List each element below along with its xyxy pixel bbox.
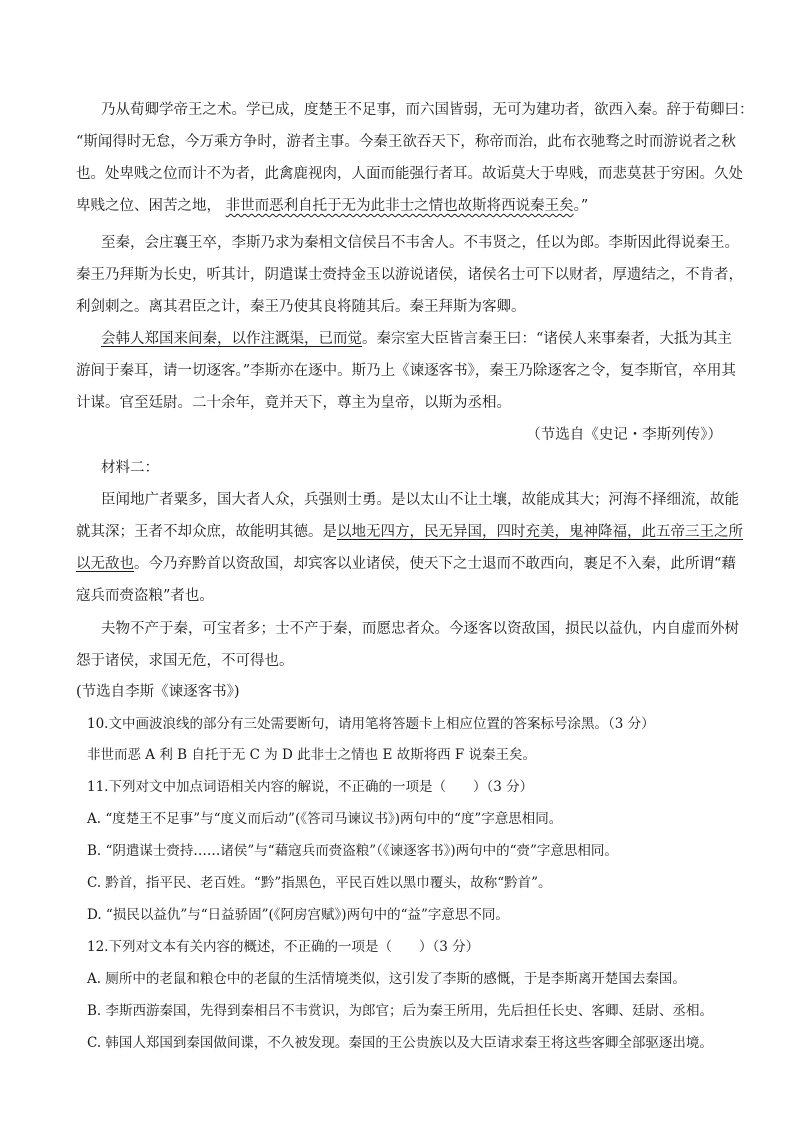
- material2-heading: 材料二：: [101, 460, 159, 476]
- question-12-option-a: A. 厕所中的老鼠和粮仓中的老鼠的生活情境类似，这引发了李斯的感慨，于是李斯离开楚国去秦国。: [87, 971, 686, 987]
- passage2-line-3: 利剑刺之。离其君臣之计，秦王乃使其良将随其后。秦王拜斯为客卿。: [76, 299, 526, 315]
- passage2-line-2: 秦王乃拜斯为长史，听其计，阴遣谋士赍持金玉以游说诸侯，诸侯名士可下以财者，厚遗结之，不肯者，: [76, 267, 743, 283]
- question-11-option-b: B. “阴遣谋士赍持……诸侯”与“藉寇兵而赍盗粮”（《谏逐客书》)两句中的“赍”字意思相同。: [87, 843, 618, 859]
- question-11: 11.下列对文中加点词语相关内容的解说，不正确的一项是（ ）（3 分）: [87, 779, 534, 795]
- question-11-option-d: D. “损民以益仇”与“日益骄固”(《阿房宫赋》)两句中的“益”字意思不同。: [87, 907, 509, 923]
- material2-p1-line-3: [76, 555, 736, 573]
- passage2-line-1: 至秦，会庄襄王卒，李斯乃求为秦相文信侯吕不韦舍人。不韦贤之，任以为郎。李斯因此得说秦王。: [101, 235, 739, 251]
- material2-p1-line-4: 寇兵而赍盗粮”者也。: [76, 588, 214, 604]
- question-12: 12.下列对文本有关内容的概述，不正确的一项是（ ）（3 分）: [87, 939, 480, 955]
- underlined-sentence-part-2: 以无敌也: [76, 556, 134, 572]
- passage2-line-4-suffix: 。秦宗室大臣皆言秦王曰：“诸侯人来事秦者，大抵为其主: [362, 331, 732, 347]
- material2-p2-line-1: 夫物不产于秦，可宝者多；士不产于秦，而愿忠者众。今逐客以资敌国，损民以益仇，内自虚而外树: [101, 621, 739, 637]
- question-11-option-a: A. “度楚王不足事”与“度义而后动”(《答司马谏议书》)两句中的“度”字意思相同。: [87, 811, 563, 827]
- question-10-options: 非世而恶 A 利 B 自托于无 C 为 D 此非士之情也 E 故斯将西 F 说秦王矣。: [87, 747, 537, 763]
- passage1-line-4-suffix: 。”: [573, 198, 589, 214]
- material2-p1-line-1: 臣闻地广者粟多，国大者人众，兵强则士勇。是以太山不让土壤，故能成其大；河海不择细流，故能: [101, 492, 739, 508]
- underlined-sentence: 会韩人郑国来间秦，以作注溉渠，已而觉: [101, 331, 362, 347]
- passage1-line-4: [76, 197, 588, 215]
- passage1-line-4-prefix: 卑贱之位、困苦之地，: [76, 198, 221, 214]
- material2-p1-line-2: [76, 523, 743, 541]
- passage1-line-2: “斯闻得时无怠，今万乘方争时，游者主事。今秦王欲吞天下，称帝而治，此布衣驰骛之时而游说者之秋: [76, 134, 736, 150]
- passage2-line-6: 计谋。官至廷尉。二十余年，竟并天下，尊主为皇帝，以斯为丞相。: [76, 395, 511, 411]
- material2-p1-line-3-text: 。今乃弃黔首以资敌国，却宾客以业诸侯，使天下之士退而不敢西向，裹足不入秦，此所谓“藉: [134, 556, 736, 572]
- material2-p1-line-2-text: 就其深；王者不却众庶，故能明其德。是: [76, 524, 337, 540]
- passage1-line-3: 也。处卑贱之位而计不为者，此禽鹿视肉，人面而能强行者耳。故诟莫大于卑贱，而悲莫甚于穷困。久处: [76, 166, 743, 182]
- question-12-option-b: B. 李斯西游秦国，先得到秦相吕不韦赏识，为郎官；后为秦王所用，先后担任长史、客卿、廷尉、丞相。: [87, 1003, 714, 1019]
- passage2-line-5: 游间于秦耳，请一切逐客。”李斯亦在逐中。斯乃上《谏逐客书》，秦王乃除逐客之令，复李斯官，卒用其: [76, 363, 736, 379]
- passage1-line-1: 乃从荀卿学帝王之术。学已成，度楚王不足事，而六国皆弱，无可为建功者，欲西入秦。辞于荀卿曰：: [101, 102, 754, 118]
- question-10: 10.文中画波浪线的部分有三处需要断句，请用笔将答题卡上相应位置的答案标号涂黑。（3 分）: [87, 716, 655, 732]
- material2-source: (节选自李斯《谏逐客书》): [76, 684, 240, 700]
- question-11-option-c: C. 黔首，指平民、老百姓。“黔”指黑色，平民百姓以黑巾覆头，故称“黔首”。: [87, 875, 552, 891]
- passage2-line-4: [101, 330, 732, 348]
- material2-p2-line-2: 怨于诸侯，求国无危，不可得也。: [76, 653, 294, 669]
- underlined-sentence-part-1: 以地无四方，民无异国，四时充美，鬼神降福，此五帝三王之所: [337, 524, 743, 540]
- wavy-underlined-sentence: 非世而恶利自托于无为此非士之情也故斯将西说秦王矣: [225, 198, 574, 214]
- question-12-option-c: C. 韩国人郑国到秦国做间谍，不久被发现。秦国的王公贵族以及大臣请求秦王将这些客卿全部驱逐出境。: [87, 1035, 713, 1051]
- passage2-source: （节选自《史记・李斯列传》）: [526, 427, 722, 443]
